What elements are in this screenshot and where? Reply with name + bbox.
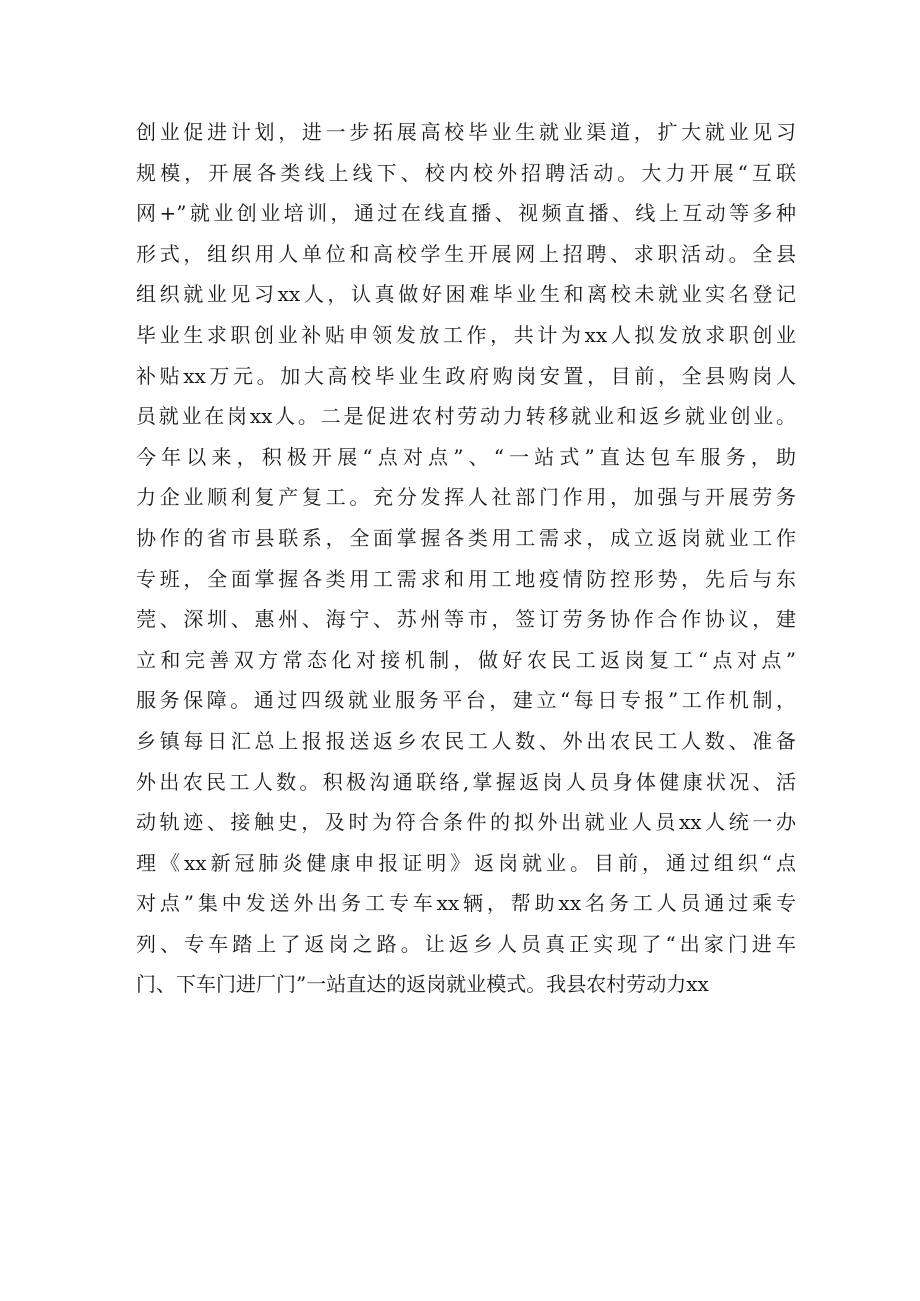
text-line-20: 对点”集中发送外出务工专车xx辆，帮助xx名务工人员通过乘专 (136, 891, 796, 916)
text-line-7: 补贴xx万元。加大高校毕业生政府购岗安置，目前，全县购岗人 (136, 363, 796, 388)
text-line-17: 外出农民工人数。积极沟通联络,掌握返岗人员身体健康状况、活 (136, 769, 796, 794)
text-line-1: 创业促进计划，进一步拓展高校毕业生就业渠道，扩大就业见习 (136, 120, 796, 144)
text-line-21: 列、专车踏上了返岗之路。让返乡人员真正实现了“出家门进车 (136, 931, 796, 956)
text-line-2: 规模，开展各类线上线下、校内校外招聘活动。大力开展“互联 (136, 160, 796, 185)
text-line-6: 毕业生求职创业补贴申领发放工作，共计为xx人拟发放求职创业 (136, 322, 796, 347)
text-line-8: 员就业在岗xx人。二是促进农村劳动力转移就业和返乡就业创业。 (136, 404, 796, 429)
text-line-11: 协作的省市县联系，全面掌握各类用工需求，成立返岗就业工作 (136, 525, 796, 550)
text-line-18: 动轨迹、接触史，及时为符合条件的拟外出就业人员xx人统一办 (136, 810, 796, 835)
text-line-10: 力企业顺利复产复工。充分发挥人社部门作用，加强与开展劳务 (136, 485, 796, 510)
text-line-3: 网+”就业创业培训，通过在线直播、视频直播、线上互动等多种 (136, 201, 796, 226)
text-line-14: 立和完善双方常态化对接机制，做好农民工返岗复工“点对点” (136, 647, 796, 672)
body-text (136, 112, 796, 1005)
text-line-12: 专班，全面掌握各类用工需求和用工地疫情防控形势，先后与东 (136, 566, 796, 591)
text-line-22: 门、下车门进厂门”一站直达的返岗就业模式。我县农村劳动力xx (136, 972, 709, 997)
text-line-16: 乡镇每日汇总上报报送返乡农民工人数、外出农民工人数、准备 (136, 728, 796, 753)
text-line-19: 理《xx新冠肺炎健康申报证明》返岗就业。目前，通过组织“点 (136, 850, 796, 875)
text-line-5: 组织就业见习xx人，认真做好困难毕业生和离校未就业实名登记 (136, 282, 796, 307)
text-line-15: 服务保障。通过四级就业服务平台，建立“每日专报”工作机制， (136, 688, 796, 713)
text-line-9: 今年以来，积极开展“点对点”、“一站式”直达包车服务，助 (136, 444, 796, 469)
text-line-4: 形式，组织用人单位和高校学生开展网上招聘、求职活动。全县 (136, 241, 796, 266)
text-line-13: 莞、深圳、惠州、海宁、苏州等市，签订劳务协作合作协议，建 (136, 607, 796, 632)
